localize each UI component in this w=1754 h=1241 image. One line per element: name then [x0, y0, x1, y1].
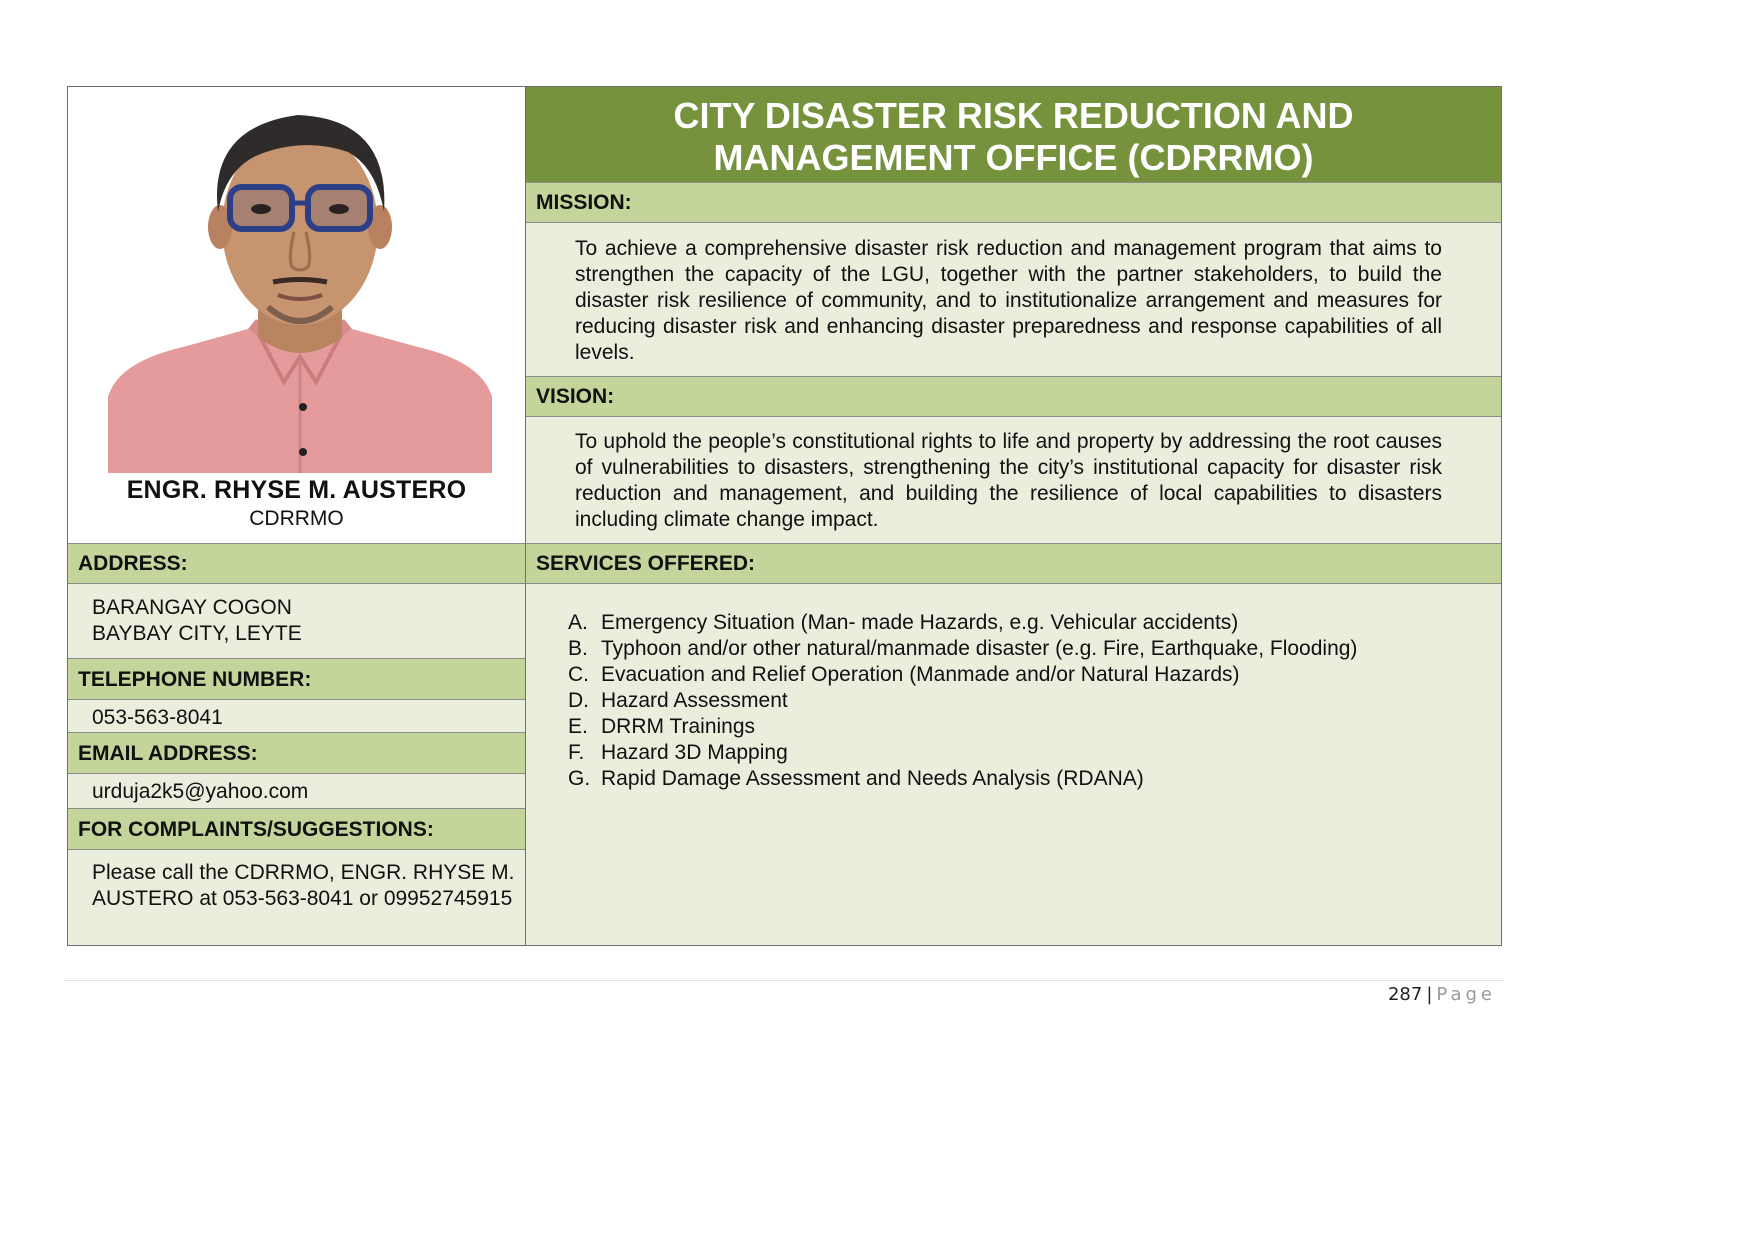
service-item-text: DRRM Trainings: [601, 715, 756, 738]
divider: [526, 182, 1501, 183]
footer-rule: [64, 980, 1504, 981]
address-line-2: BAYBAY CITY, LEYTE: [92, 622, 302, 645]
divider: [526, 416, 1501, 417]
page-footer: [1388, 984, 1496, 1005]
vision-text: To uphold the people’s constitutional rights to life and property by addressing the root causes of vulnerabilities to disasters, strengthening the city’s institutional capacity for disaster risk reduction and management, and building the resilience of local capabilities to disasters including climate change impact.: [575, 430, 1442, 531]
service-item: [568, 610, 1357, 636]
service-item-text: Evacuation and Relief Operation (Manmade and/or Natural Hazards): [601, 663, 1240, 686]
mission-text: To achieve a comprehensive disaster risk reduction and management program that aims to strengthen the capacity of the LGU, together with the partner stakeholders, to build the disaster risk resilience of community, and to institutionalize arrangement and measures for reducing disaster risk and enhancing disaster preparedness and response capabilities of all levels.: [575, 237, 1442, 364]
column-divider: [525, 87, 526, 945]
service-item-letter: D.: [568, 689, 589, 712]
divider: [68, 808, 525, 809]
address-value: [92, 595, 512, 647]
service-item: [568, 636, 1357, 662]
service-item-letter: C.: [568, 663, 589, 686]
office-title-line-2: MANAGEMENT OFFICE (CDRRMO): [713, 137, 1314, 178]
service-item-text: Hazard 3D Mapping: [601, 741, 788, 764]
divider: [526, 376, 1501, 377]
vision-label: VISION:: [526, 377, 1501, 417]
service-item-letter: E.: [568, 715, 588, 738]
office-info-card: [67, 86, 1502, 946]
service-item: [568, 662, 1357, 688]
services-label: SERVICES OFFERED:: [526, 544, 1501, 584]
footer-separator: |: [1426, 984, 1433, 1005]
divider: [68, 732, 525, 733]
service-item-text: Emergency Situation (Man- made Hazards, e.g. Vehicular accidents): [601, 611, 1239, 634]
service-item-letter: B.: [568, 637, 588, 660]
divider: [68, 583, 1501, 584]
service-item-text: Rapid Damage Assessment and Needs Analysis (RDANA): [601, 767, 1144, 790]
telephone-label: TELEPHONE NUMBER:: [68, 659, 525, 700]
telephone-value: 053-563-8041: [92, 706, 223, 729]
address-label: ADDRESS:: [68, 544, 525, 584]
complaints-text: Please call the CDRRMO, ENGR. RHYSE M. AUSTERO at 053-563-8041 or 09952745915: [92, 861, 515, 910]
official-profile: [68, 87, 525, 543]
office-header: [526, 87, 1501, 182]
divider: [526, 222, 1501, 223]
service-item-text: Hazard Assessment: [601, 689, 788, 712]
official-name: ENGR. RHYSE M. AUSTERO: [126, 476, 467, 504]
service-item-letter: G.: [568, 767, 591, 790]
address-line-1: BARANGAY COGON: [92, 596, 292, 619]
service-item: [568, 766, 1357, 792]
page-number: 287: [1387, 984, 1423, 1005]
service-item: [568, 714, 1357, 740]
divider: [68, 699, 525, 700]
complaints-label: FOR COMPLAINTS/SUGGESTIONS:: [68, 809, 525, 850]
office-title-line-1: CITY DISASTER RISK REDUCTION AND: [673, 95, 1354, 136]
service-item: [568, 740, 1357, 766]
official-title: CDRRMO: [249, 507, 344, 530]
divider: [68, 658, 525, 659]
mission-label: MISSION:: [526, 183, 1501, 223]
service-item-letter: F.: [568, 741, 585, 764]
email-label: EMAIL ADDRESS:: [68, 733, 525, 774]
divider: [68, 543, 1501, 544]
official-photo: [108, 107, 492, 473]
email-value: urduja2k5@yahoo.com: [92, 780, 309, 803]
service-item: [568, 688, 1357, 714]
service-item-text: Typhoon and/or other natural/manmade disaster (e.g. Fire, Earthquake, Flooding): [601, 637, 1358, 660]
divider: [68, 773, 525, 774]
page-word: Page: [1436, 984, 1496, 1005]
service-item-letter: A.: [568, 611, 588, 634]
services-list: [568, 610, 1357, 792]
divider: [68, 849, 525, 850]
